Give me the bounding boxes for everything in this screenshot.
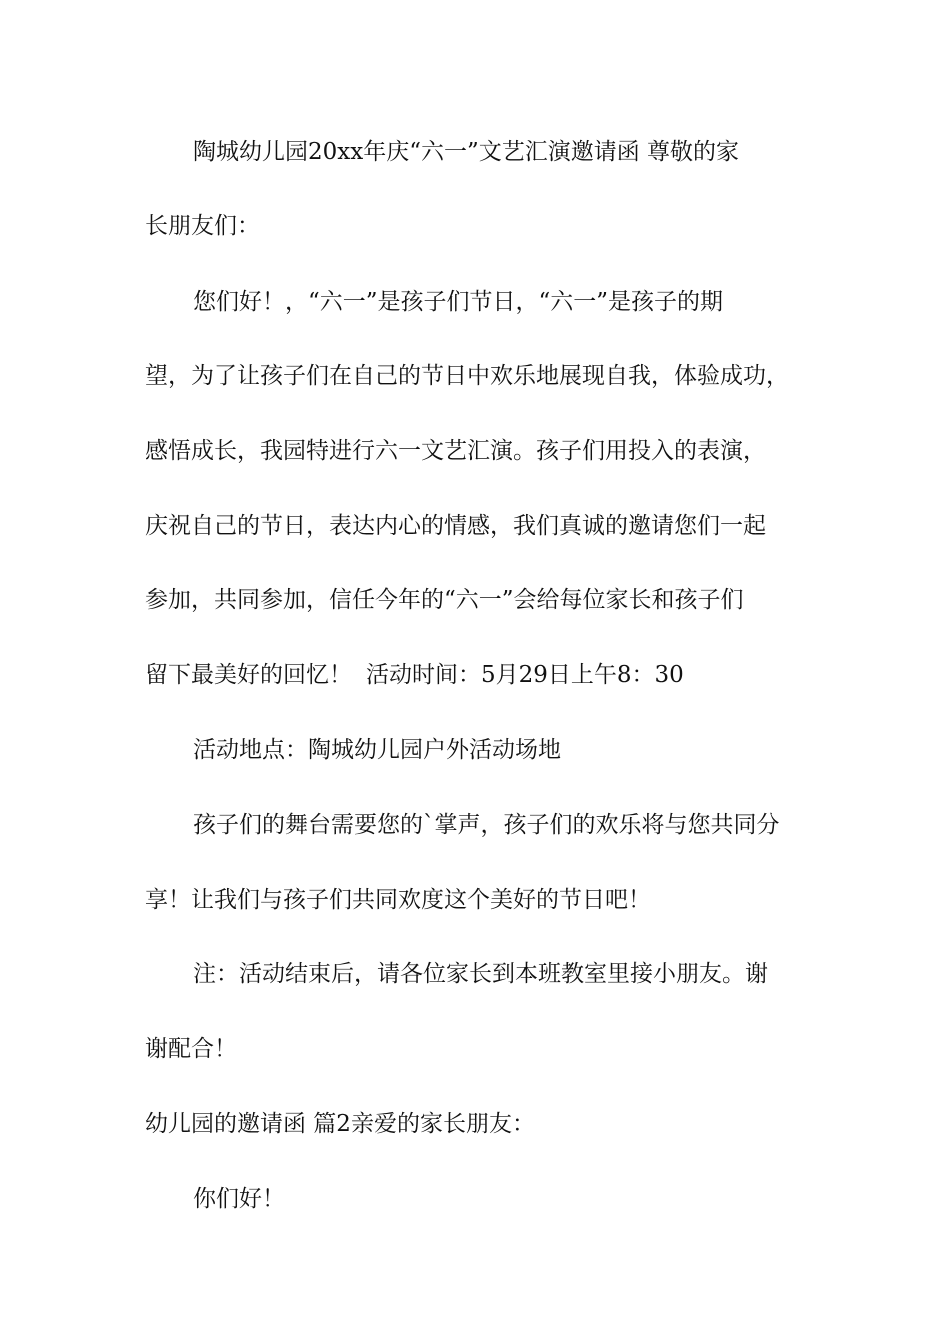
memory-text: 留下最美好的回忆！ xyxy=(145,662,352,688)
body-line-2: 望，为了让孩子们在自己的节日中欢乐地展现自我，体验成功， xyxy=(145,363,789,389)
applause-line-1: 孩子们的舞台需要您的`掌声，孩子们的欢乐将与您共同分 xyxy=(193,812,780,838)
event-time: 活动时间：5月29日上午8：30 xyxy=(366,662,684,688)
event-location: 活动地点：陶城幼儿园户外活动场地 xyxy=(193,737,561,763)
applause-line-2: 享！让我们与孩子们共同欢度这个美好的节日吧！ xyxy=(145,887,651,913)
section-2-heading: 幼儿园的邀请函 篇2亲爱的家长朋友： xyxy=(145,1111,535,1137)
invitation-title-line: 陶城幼儿园20xx年庆“六一”文艺汇演邀请函 尊敬的家 xyxy=(193,139,740,165)
body-line-6 xyxy=(145,660,684,690)
body-line-3: 感悟成长，我园特进行六一文艺汇演。孩子们用投入的表演， xyxy=(145,438,766,464)
greeting-line: 你们好！ xyxy=(193,1186,285,1212)
salutation-line: 长朋友们： xyxy=(145,213,260,239)
body-line-4: 庆祝自己的节日，表达内心的情感，我们真诚的邀请您们一起 xyxy=(145,513,766,539)
body-line-1: 您们好！，“六一”是孩子们节日，“六一”是孩子的期 xyxy=(193,289,724,315)
body-line-5: 参加，共同参加，信任今年的“六一”会给每位家长和孩子们 xyxy=(145,587,744,613)
note-line-1: 注：活动结束后，请各位家长到本班教室里接小朋友。谢 xyxy=(193,961,768,987)
note-line-2: 谢配合！ xyxy=(145,1036,237,1062)
